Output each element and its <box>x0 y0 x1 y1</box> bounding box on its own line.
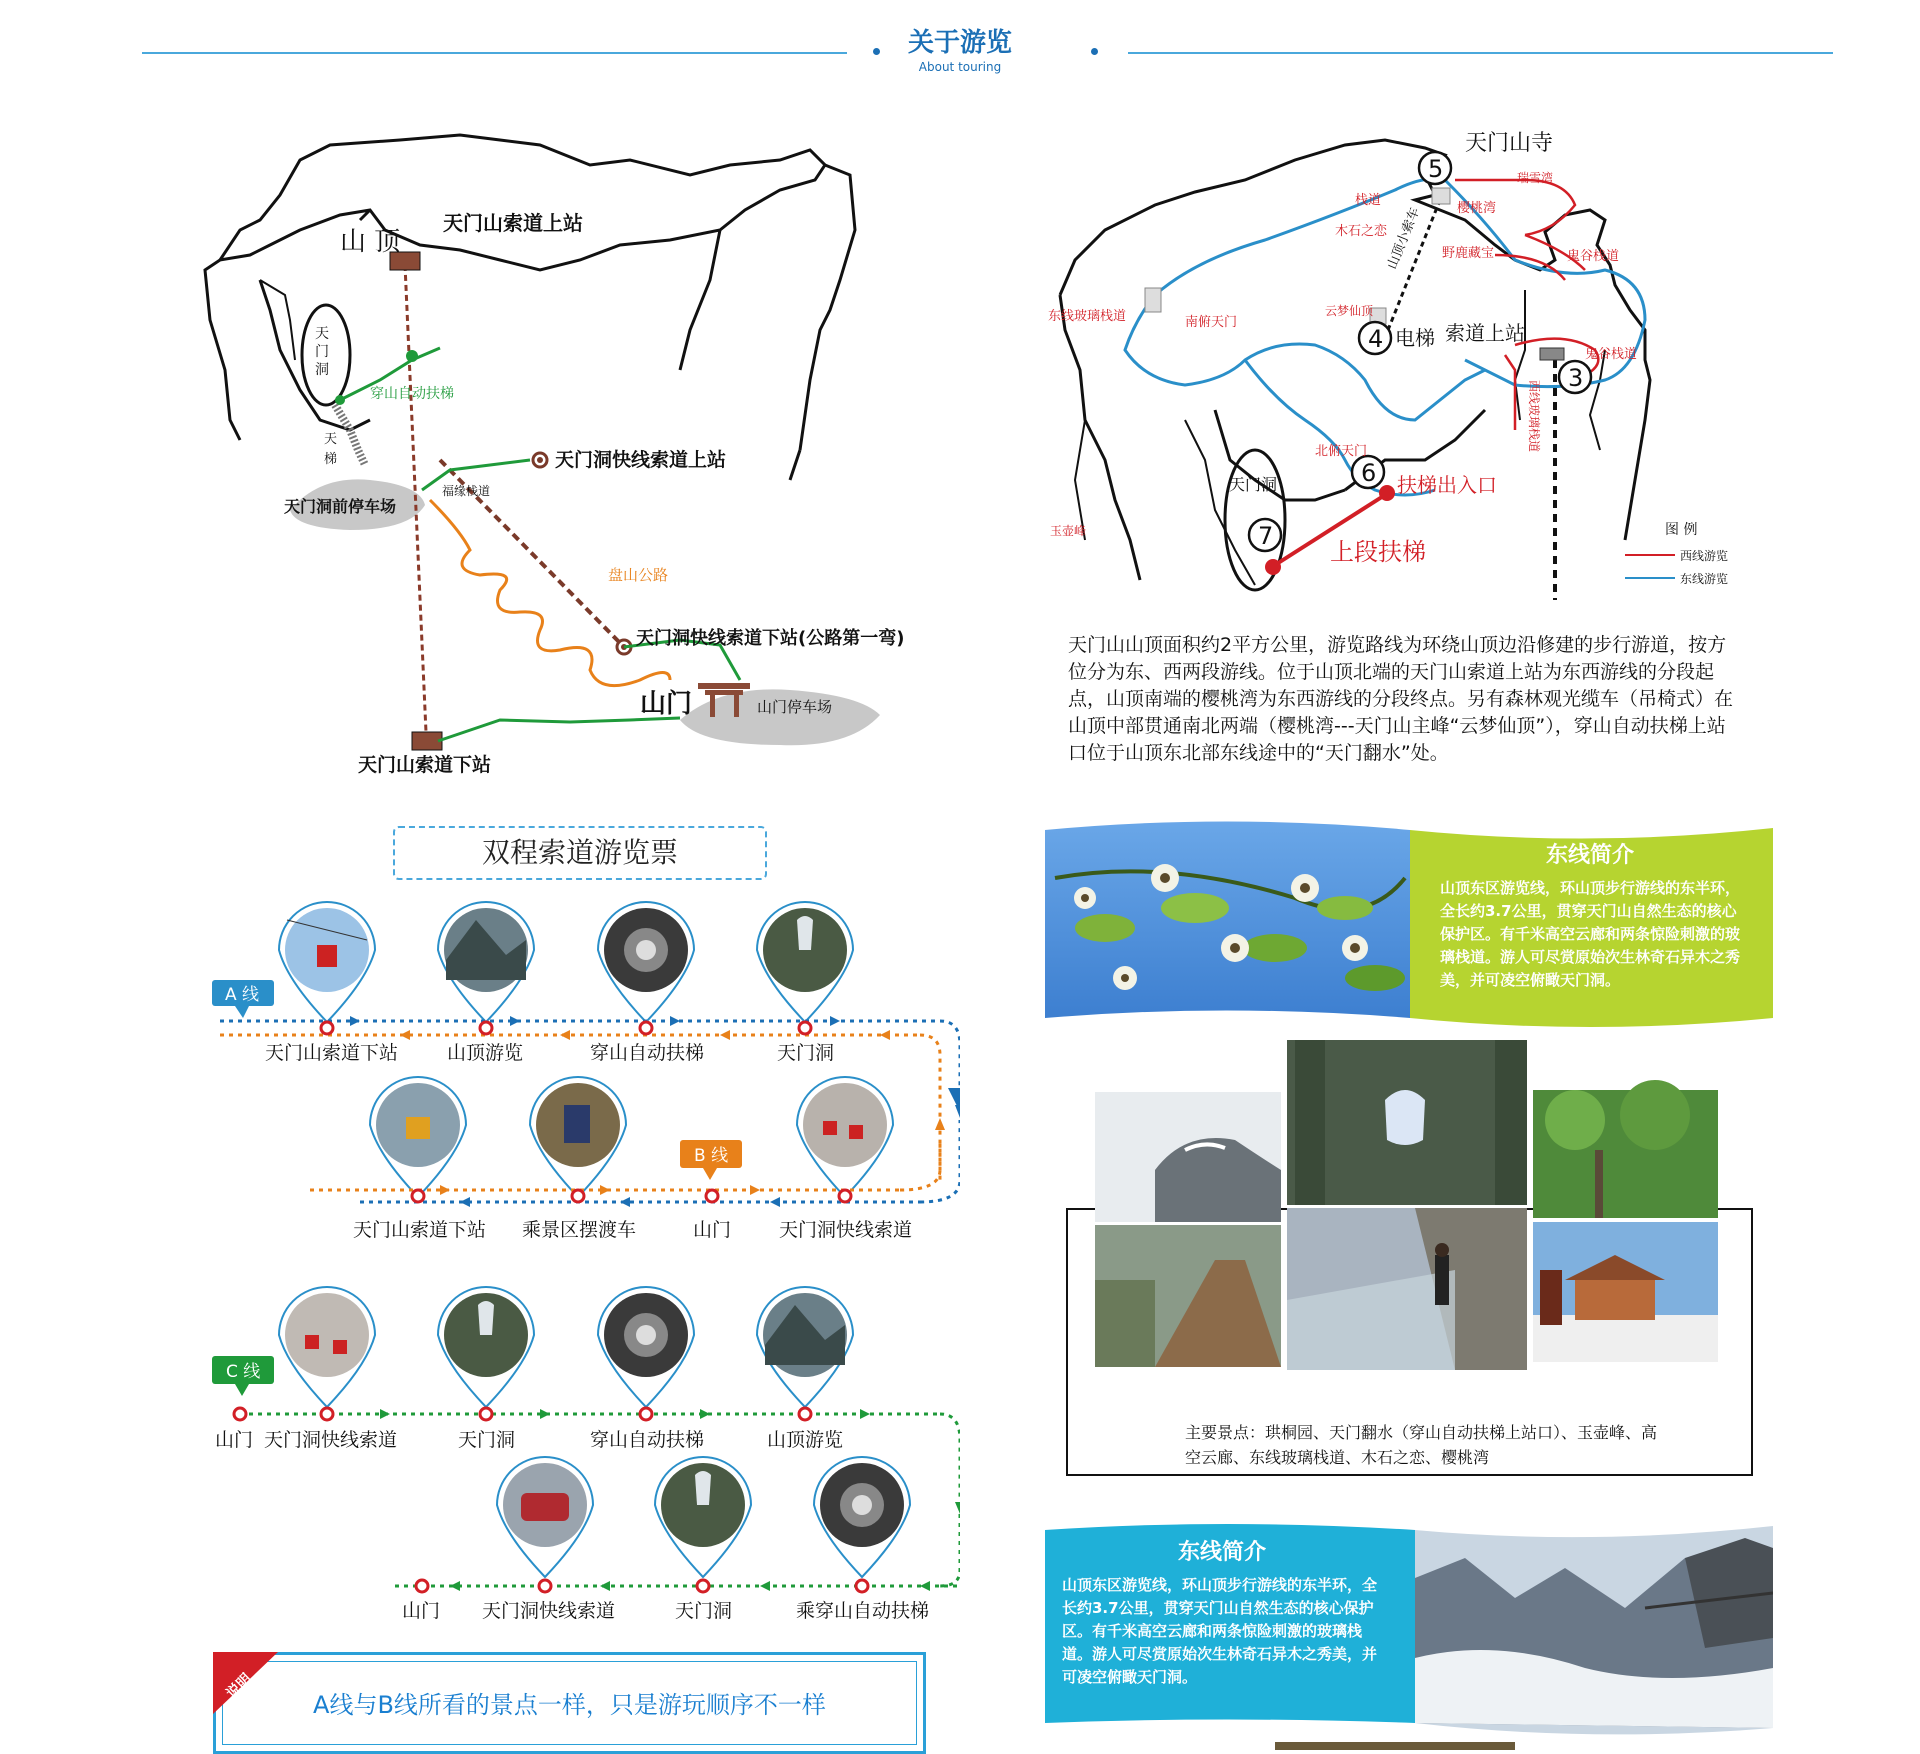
num-5: 5 <box>1428 155 1444 183</box>
svg-text:A 线: A 线 <box>225 985 260 1005</box>
intro-paragraph: 天门山山顶面积约2平方公里，游览路线为环绕山顶边沿修建的步行游道，按方位分为东、西两段游线。位于山顶北端的天门山索道上站为东西游线的分段起点，山顶南端的樱桃湾为东西游线的分段终点。另有森林观光缆车（吊椅式）在山顶中部贯通南北两端（樱桃湾---天门山主峰“云梦仙顶”），穿山自动扶梯上站口位于山顶东北部东线途中的“天门翻水”处。 <box>1068 634 1734 764</box>
scenic-caption: 主要景点：珙桐园、天门翻水（穿山自动扶梯上站口）、玉壶峰、高空云廊、东线玻璃栈道、木石之恋、樱桃湾 <box>1185 1423 1658 1467</box>
label-fuyuan: 福缘栈道 <box>442 484 491 498</box>
num-3: 3 <box>1568 364 1584 392</box>
pin-row4-2 <box>655 1457 751 1577</box>
label-gate-parking: 山门停车场 <box>757 698 833 716</box>
summit-outline <box>220 135 825 270</box>
legend-west: 西线游览 <box>1680 549 1729 563</box>
lower-station-icon <box>412 732 442 750</box>
pin-row2-1 <box>370 1077 466 1197</box>
row3-stop-5: 山顶游览 <box>767 1429 844 1451</box>
row4-stop-3: 天门洞 <box>675 1600 733 1622</box>
line-b-tag <box>680 1140 742 1180</box>
label-right-cave: 天门洞 <box>1229 475 1278 494</box>
label-guigu2: 鬼谷栈道 <box>1585 347 1638 362</box>
row3-stop-2: 天门洞快线索道 <box>264 1429 398 1451</box>
left-route-map <box>200 120 980 790</box>
label-yuhu: 玉壶峰 <box>1050 524 1087 538</box>
pin-row2-2 <box>530 1077 626 1197</box>
label-summit: 山 顶 <box>340 227 401 257</box>
label-mountain-road: 盘山公路 <box>608 566 669 584</box>
row2-stop-2: 乘景区摆渡车 <box>522 1219 637 1241</box>
label-station: 索道上站 <box>1445 321 1525 345</box>
label-express-upper: 天门洞快线索道上站 <box>555 449 727 471</box>
label-east-glass: 东线玻璃栈道 <box>1048 309 1127 324</box>
label-cave-parking: 天门洞前停车场 <box>284 497 397 516</box>
label-upper-escalator: 上段扶梯 <box>1330 538 1426 566</box>
label-stairs: 天梯 <box>324 432 338 467</box>
legend-title: 图 例 <box>1665 522 1698 538</box>
east-banner-1-title: 东线简介 <box>1545 843 1634 868</box>
svg-text:B 线: B 线 <box>694 1146 729 1166</box>
label-cliff-path: 栈道 <box>1355 193 1382 208</box>
row1-stop-1: 天门山索道下站 <box>265 1042 399 1064</box>
row1-stop-3: 穿山自动扶梯 <box>590 1042 705 1064</box>
pin-row1-3 <box>598 902 694 1022</box>
row4-stop-4: 乘穿山自动扶梯 <box>796 1600 930 1622</box>
east-banner-1-body: 山顶东区游览线，环山顶步行游线的东半环，全长约3.7公里，贯穿天门山自然生态的核心保护区。有千米高空云廊和两条惊险刺激的玻璃栈道。游人可尽赏原始次生林奇石异木之秀美，并可凌空俯瞰天门洞。 <box>1440 879 1741 989</box>
label-exit: 扶梯出入口 <box>1397 473 1497 497</box>
pin-row4-3 <box>814 1457 910 1577</box>
photo-collage <box>1095 1040 1725 1380</box>
row2-stop-4: 天门洞快线索道 <box>779 1219 913 1241</box>
pin-row3-4 <box>757 1287 853 1407</box>
label-gate: 山门 <box>640 689 693 719</box>
row4-stop-2: 天门洞快线索道 <box>482 1600 616 1622</box>
pin-row4-1 <box>497 1457 593 1577</box>
label-south-tianmen: 南俯天门 <box>1185 315 1238 330</box>
mountain-road-line <box>430 500 670 686</box>
label-yunmeng: 云梦仙顶 <box>1325 304 1374 318</box>
right-route-map <box>1045 120 1745 600</box>
row2-stop-3: 山门 <box>693 1219 732 1241</box>
lower-green-line <box>438 718 680 741</box>
pin-row3-2 <box>438 1287 534 1407</box>
label-lower-station: 天门山索道下站 <box>358 754 492 776</box>
row4-stop-1: 山门 <box>402 1600 441 1622</box>
label-summit-cable: 山顶小索车 <box>1384 205 1424 272</box>
row2-stop-1: 天门山索道下站 <box>353 1219 487 1241</box>
pin-row3-1 <box>279 1287 375 1407</box>
pin-row1-2 <box>438 902 534 1022</box>
east-banner-2-text <box>1062 1535 1382 1689</box>
label-express-lower: 天门洞快线索道下站(公路第一弯) <box>636 628 905 649</box>
svg-text:说明: 说明 <box>223 1670 255 1702</box>
next-photo-edge <box>1275 1742 1515 1750</box>
page-title: 关于游览 <box>907 28 1012 58</box>
label-yeduo: 野鹿藏宝 <box>1442 246 1495 261</box>
pin-row2-3 <box>797 1077 893 1197</box>
east-banner-2-title: 东线简介 <box>1177 1540 1266 1565</box>
label-north-tianmen: 北俯天门 <box>1315 444 1368 459</box>
row1-stop-4: 天门洞 <box>777 1042 835 1064</box>
svg-text:C 线: C 线 <box>226 1362 261 1382</box>
note-text: A线与B线所看的景点一样，只是游玩顺序不一样 <box>313 1691 826 1719</box>
row3-stop-3: 天门洞 <box>458 1429 516 1451</box>
label-escalator: 穿山自动扶梯 <box>370 386 454 402</box>
line-c-tag <box>212 1356 274 1396</box>
label-guigu: 鬼谷栈道 <box>1567 249 1620 264</box>
row1-stop-2: 山顶游览 <box>447 1042 524 1064</box>
num-4: 4 <box>1368 325 1384 353</box>
num-7: 7 <box>1258 522 1274 550</box>
label-ruijia: 瑞雪湾 <box>1517 171 1554 185</box>
label-elevator: 电梯 <box>1395 326 1435 350</box>
ticket-title: 双程索道游览票 <box>393 826 767 880</box>
stairs-line <box>335 405 365 465</box>
ticket-routes-diagram <box>200 880 960 1740</box>
line-a-tag <box>212 980 274 1018</box>
pin-row1-1 <box>279 902 375 1022</box>
pin-row3-3 <box>598 1287 694 1407</box>
num-6: 6 <box>1361 459 1377 487</box>
label-cave: 天门洞 <box>315 326 329 378</box>
legend-east: 东线游览 <box>1680 572 1729 586</box>
label-muzhi: 木石之恋 <box>1335 224 1388 239</box>
label-upper-station: 天门山索道上站 <box>443 211 583 235</box>
page-subtitle: About touring <box>918 60 1002 74</box>
east-banner-1-text <box>1440 838 1740 992</box>
pin-row1-4 <box>757 902 853 1022</box>
label-temple: 天门山寺 <box>1465 131 1554 156</box>
label-yingtaowan: 樱桃湾 <box>1457 201 1497 216</box>
row3-stop-4: 穿山自动扶梯 <box>590 1429 705 1451</box>
east-banner-2-body: 山顶东区游览线，环山顶步行游线的东半环，全长约3.7公里，贯穿天门山自然生态的核心保护区。有千米高空云廊和两条惊险刺激的玻璃栈道。游人可尽赏原始次生林奇石异木之秀美，并可凌空俯瞰天门洞。 <box>1062 1576 1378 1686</box>
note-box <box>213 1652 926 1754</box>
row3-stop-1: 山门 <box>215 1429 254 1451</box>
label-west-glass: 西线玻璃栈道 <box>1527 380 1541 453</box>
